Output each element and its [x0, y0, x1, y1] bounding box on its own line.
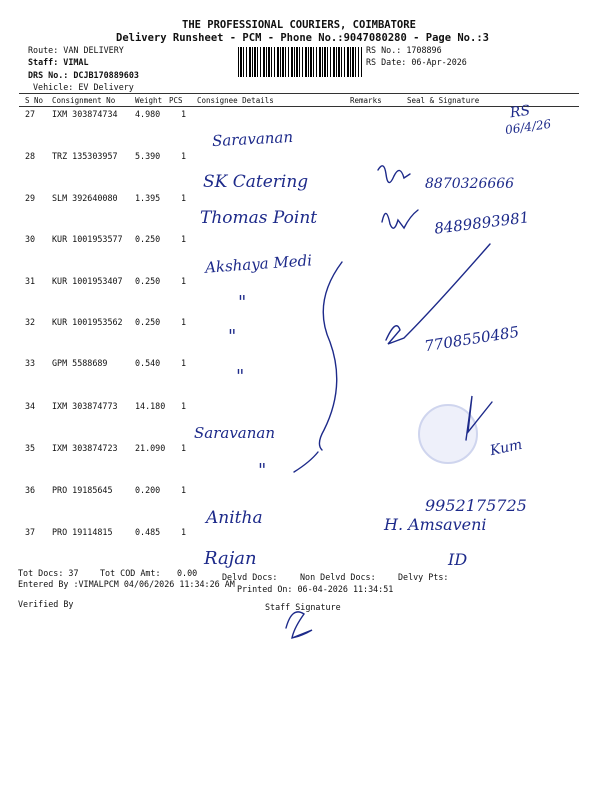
handwritten-phone-4: 9952175725: [425, 496, 527, 515]
handwritten-phone-2: 8489893981: [433, 208, 531, 238]
handwritten-receiver-name: H. Amsaveni: [384, 515, 487, 534]
col-sno: S No: [25, 96, 44, 105]
table-row: 31 KUR 1001953407 0.250 1: [25, 276, 187, 286]
signature-stroke-32: [386, 244, 490, 344]
table-row: 37 PRO 19114815 0.485 1: [25, 527, 187, 537]
printed-on: Printed On: 06-04-2026 11:34:51: [237, 584, 394, 594]
delvd-docs: Delvd Docs:: [222, 572, 278, 582]
handwritten-consignee-36: Anitha: [206, 508, 263, 528]
col-consignment: Consignment No: [52, 96, 116, 105]
handwritten-sig-kum: Kum: [488, 436, 524, 460]
company-title: THE PROFESSIONAL COURIERS, COIMBATORE: [182, 19, 416, 31]
table-row: 30 KUR 1001953577 0.250 1: [25, 234, 187, 244]
bracket-curve-lower: [294, 452, 318, 472]
col-seal-signature: Seal & Signature: [407, 96, 480, 105]
table-row: 35 IXM 303874723 21.090 1: [25, 443, 187, 453]
bracket-curve: [319, 262, 342, 450]
col-consignee: Consignee Details: [197, 96, 274, 105]
tot-cod-label: Tot COD Amt:: [100, 568, 161, 578]
col-remarks: Remarks: [350, 96, 382, 105]
handwritten-consignee-35: Saravanan: [194, 424, 276, 442]
handwritten-ditto-33: ": [236, 366, 245, 387]
table-row: 34 IXM 303874773 14.180 1: [25, 401, 187, 411]
delvy-pts: Delvy Pts:: [398, 572, 449, 582]
runsheet-subtitle: Delivery Runsheet - PCM - Phone No.:9047080280 - Page No.:3: [116, 32, 489, 44]
col-pcs: PCS: [169, 96, 183, 105]
handwritten-phone-3: 7708550485: [423, 322, 521, 356]
table-row: 27 IXM 303874734 4.980 1: [25, 109, 187, 119]
col-weight: Weight: [135, 96, 163, 105]
staff-label: Staff: VIMAL: [28, 57, 89, 67]
staff-signature-label: Staff Signature: [265, 602, 341, 612]
handwritten-consignee-30: Akshaya Medi: [204, 251, 313, 277]
drs-number: DRS No.: DCJB170889603: [28, 70, 139, 80]
handwritten-ditto-31: ": [238, 292, 247, 313]
table-row: 33 GPM 5588689 0.540 1: [25, 358, 187, 368]
vehicle-label: Vehicle: EV Delivery: [33, 82, 134, 92]
staff-signature-mark: [286, 612, 312, 638]
handwritten-ditto-35b: ": [258, 460, 267, 481]
table-row: 29 SLM 392640080 1.395 1: [25, 193, 187, 203]
tot-cod-value: 0.00: [177, 568, 198, 578]
handwritten-consignee-37: Rajan: [204, 548, 257, 569]
signature-stroke-28: [378, 166, 410, 183]
handwritten-ditto-32: ": [228, 326, 237, 347]
handwritten-date: 06/4/26: [504, 116, 553, 138]
signature-stroke-34: [466, 396, 492, 440]
handwritten-consignee-29: Thomas Point: [200, 208, 318, 228]
table-row: 36 PRO 19185645 0.200 1: [25, 485, 187, 495]
rs-date: RS Date: 06-Apr-2026: [366, 57, 467, 67]
handwritten-rs: RS: [508, 102, 532, 122]
tot-docs: Tot Docs: 37: [18, 568, 79, 578]
handwritten-consignee-27: Saravanan: [211, 127, 294, 151]
verified-by: Verified By: [18, 599, 74, 609]
handwritten-phone-1: 8870326666: [425, 176, 515, 192]
handwritten-id-mark: ID: [448, 550, 468, 569]
rs-number: RS No.: 1708896: [366, 45, 442, 55]
entered-by: Entered By :VIMALPCM 04/06/2026 11:34:26 AM: [18, 579, 235, 589]
signature-stroke-29: [382, 210, 418, 228]
route-label: Route: VAN DELIVERY: [28, 45, 124, 55]
non-delvd-docs: Non Delvd Docs:: [300, 572, 376, 582]
table-row: 32 KUR 1001953562 0.250 1: [25, 317, 187, 327]
handwritten-consignee-28: SK Catering: [203, 172, 309, 192]
table-row: 28 TRZ 135303957 5.390 1: [25, 151, 187, 161]
